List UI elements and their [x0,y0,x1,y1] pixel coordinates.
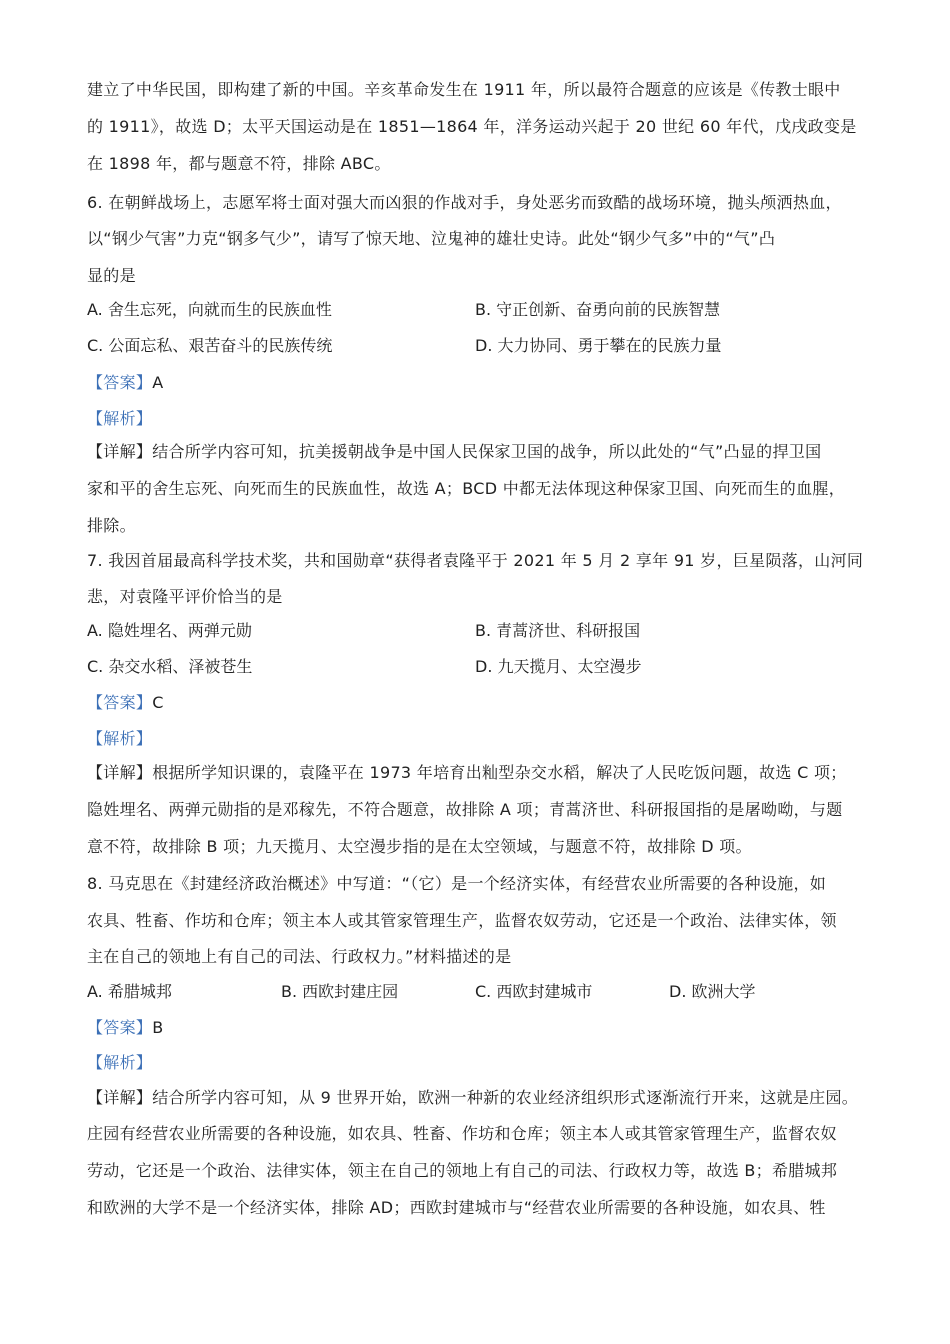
q8-detail-line-2: 庄园有经营农业所需要的各种设施，如农具、牲畜、作坊和仓库；领主本人或其管家管理生产，监督农奴 [87,1124,837,1143]
q6-detail-text-1: 结合所学内容可知，抗美援朝战争是中国人民保家卫国的战争，所以此处的“气”凸显的捍卫国 [152,442,822,461]
q8-answer-line [87,1018,163,1038]
q8-stem-line-3: 主在自己的领地上有自己的司法、行政权力。”材料描述的是 [87,947,512,966]
q7-detail-text-1: 根据所学知识课的，袁隆平在 1973 年培育出籼型杂交水稻，解决了人民吃饭问题，故选 C 项； [152,763,847,782]
q8-option-c: C. 西欧封建城市 [475,982,593,1001]
q6-answer-value: A [152,373,164,392]
q8-stem-line-1: 8. 马克思在《封建经济政治概述》中写道：“（它）是一个经济实体，有经营农业所需要的各种设施，如 [87,874,827,893]
q6-detail-line-3: 排除。 [87,516,136,535]
q7-option-a: A. 隐姓埋名、两弹元勋 [87,621,252,640]
q6-analysis-tag: 【解析】 [87,409,153,428]
q6-detail-line-2: 家和平的舍生忘死、向死而生的民族血性，故选 A；BCD 中都无法体现这种保家卫国、向死而生的血腥， [87,479,846,498]
q8-stem-line-2: 农具、牲畜、作坊和仓库；领主本人或其管家管理生产，监督农奴劳动，它还是一个政治、法律实体，领 [87,911,837,930]
q6-option-c: C. 公面忘私、艰苦奋斗的民族传统 [87,336,333,355]
q6-stem-line-1: 6. 在朝鲜战场上，志愿军将士面对强大而凶狠的作战对手，身处恶劣而致酷的战场环境，抛头颅洒热血， [87,193,842,212]
q8-detail-tag: 【详解】 [87,1088,153,1107]
q6-option-b: B. 守正创新、奋勇向前的民族智慧 [475,300,721,319]
q8-detail-line-3: 劳动，它还是一个政治、法律实体，领主在自己的领地上有自己的司法、行政权力等，故选 B；希腊城邦 [87,1161,838,1180]
q8-answer-tag: 【答案】 [87,1018,153,1037]
intro-line-2: 的 1911》，故选 D；太平天国运动是在 1851—1864 年，洋务运动兴起于 20 世纪 60 年代，戊戌政变是 [87,117,857,136]
q7-stem-line-1: 7. 我因首届最高科学技术奖，共和国勋章“获得者袁隆平于 2021 年 5 月 2 享年 91 岁，巨星陨落，山河同 [87,551,864,570]
q8-option-b: B. 西欧封建庄园 [281,982,399,1001]
q7-option-c: C. 杂交水稻、泽被苍生 [87,657,253,676]
intro-line-1: 建立了中华民国，即构建了新的中国。辛亥革命发生在 1911 年，所以最符合题意的应该是《传教士眼中 [87,80,841,99]
q6-option-a: A. 舍生忘死，向就而生的民族血性 [87,300,332,319]
q7-detail-line-3: 意不符，故排除 B 项；九天揽月、太空漫步指的是在太空领域，与题意不符，故排除 D 项。 [87,837,752,856]
intro-line-3: 在 1898 年，都与题意不符，排除 ABC。 [87,154,391,173]
q7-option-d: D. 九天揽月、太空漫步 [475,657,642,676]
q8-analysis-tag: 【解析】 [87,1053,153,1072]
q6-answer-tag: 【答案】 [87,373,153,392]
q7-analysis-tag: 【解析】 [87,729,153,748]
q8-option-d: D. 欧洲大学 [669,982,756,1001]
q6-option-d: D. 大力协同、勇于攀在的民族力量 [475,336,722,355]
q7-option-b: B. 青蒿济世、科研报国 [475,621,641,640]
q7-detail-line-1 [87,763,847,783]
q8-answer-value: B [152,1018,164,1037]
q6-detail-line-1 [87,442,821,462]
q6-detail-tag: 【详解】 [87,442,153,461]
q7-answer-tag: 【答案】 [87,693,153,712]
q7-answer-value: C [152,693,164,712]
q6-stem-line-3: 显的是 [87,266,136,285]
q7-detail-tag: 【详解】 [87,763,153,782]
q8-detail-line-4: 和欧洲的大学不是一个经济实体，排除 AD；西欧封建城市与“经营农业所需要的各种设施，如农具、牲 [87,1198,826,1217]
q8-option-a: A. 希腊城邦 [87,982,172,1001]
q7-detail-line-2: 隐姓埋名、两弹元勋指的是邓稼先，不符合题意，故排除 A 项；青蒿济世、科研报国指的是屠呦呦，与题 [87,800,843,819]
q6-stem-line-2: 以“钢少气害”力克“钢多气少”，请写了惊天地、泣鬼神的雄壮史诗。此处“钢少气多”中的“气”凸 [87,229,776,248]
q6-answer-line [87,373,163,393]
q8-detail-line-1 [87,1088,858,1108]
q7-stem-line-2: 悲，对袁隆平评价恰当的是 [87,587,283,606]
q8-detail-text-1: 结合所学内容可知，从 9 世界开始，欧洲一种新的农业经济组织形式逐渐流行开来，这就是庄园。 [152,1088,859,1107]
q7-answer-line [87,693,164,713]
